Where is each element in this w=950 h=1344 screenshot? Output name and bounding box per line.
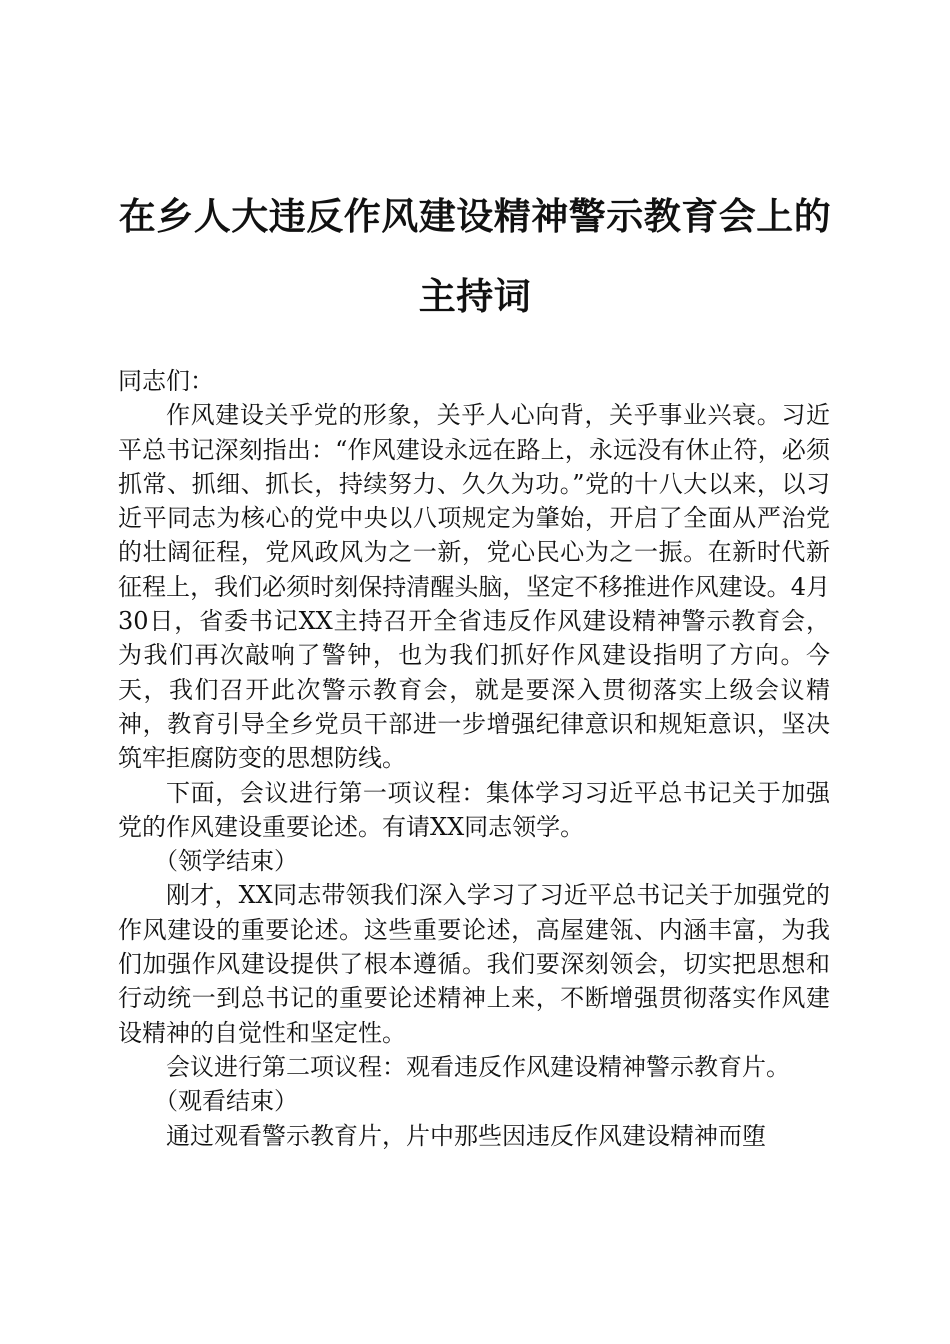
paragraph-viewing-end: （观看结束） bbox=[154, 1087, 298, 1116]
document-body bbox=[118, 364, 830, 1153]
paragraph-agenda-two: 会议进行第二项议程：观看违反作风建设精神警示教育片。 bbox=[166, 1052, 790, 1081]
paragraph-study-summary: 刚才，XX同志带领我们深入学习了习近平总书记关于加强党的作风建设的重要论述。这些重要论述，高屋建瓴、内涵丰富，为我们加强作风建设提供了根本遵循。我们要深刻领会，切实把思想和行动统一到总书记的重要论述精神上来，不断增强贯彻落实作风建设精神的自觉性和坚定性。 bbox=[118, 881, 830, 1047]
paragraph-intro: 作风建设关乎党的形象，关乎人心向背，关乎事业兴衰。习近平总书记深刻指出：“作风建设永远在路上，永远没有休止符，必须抓常、抓细、抓长，持续努力、久久为功。”党的十八大以来，以习近平同志为核心的党中央以八项规定为肇始，开启了全面从严治党的壮阔征程，党风政风为之一新，党心民心为之一振。在新时代新征程上，我们必须时刻保持清醒头脑，坚定不移推进作风建设。4月30日，省委书记XX主持召开全省违反作风建设精神警示教育会，为我们再次敲响了警钟，也为我们抓好作风建设指明了方向。今天，我们召开此次警示教育会，就是要深入贯彻落实上级会议精神，教育引导全乡党员干部进一步增强纪律意识和规矩意识，坚决筑牢拒腐防变的思想防线。 bbox=[118, 401, 830, 773]
paragraph-viewing-summary: 通过观看警示教育片，片中那些因违反作风建设精神而堕 bbox=[166, 1121, 766, 1150]
paragraph-agenda-one: 下面，会议进行第一项议程：集体学习习近平总书记关于加强党的作风建设重要论述。有请XX同志领学。 bbox=[118, 778, 830, 841]
document-title: 在乡人大违反作风建设精神警示教育会上的主持词 bbox=[118, 194, 832, 318]
paragraph-study-end: （领学结束） bbox=[154, 847, 298, 876]
salutation: 同志们： bbox=[118, 367, 214, 395]
